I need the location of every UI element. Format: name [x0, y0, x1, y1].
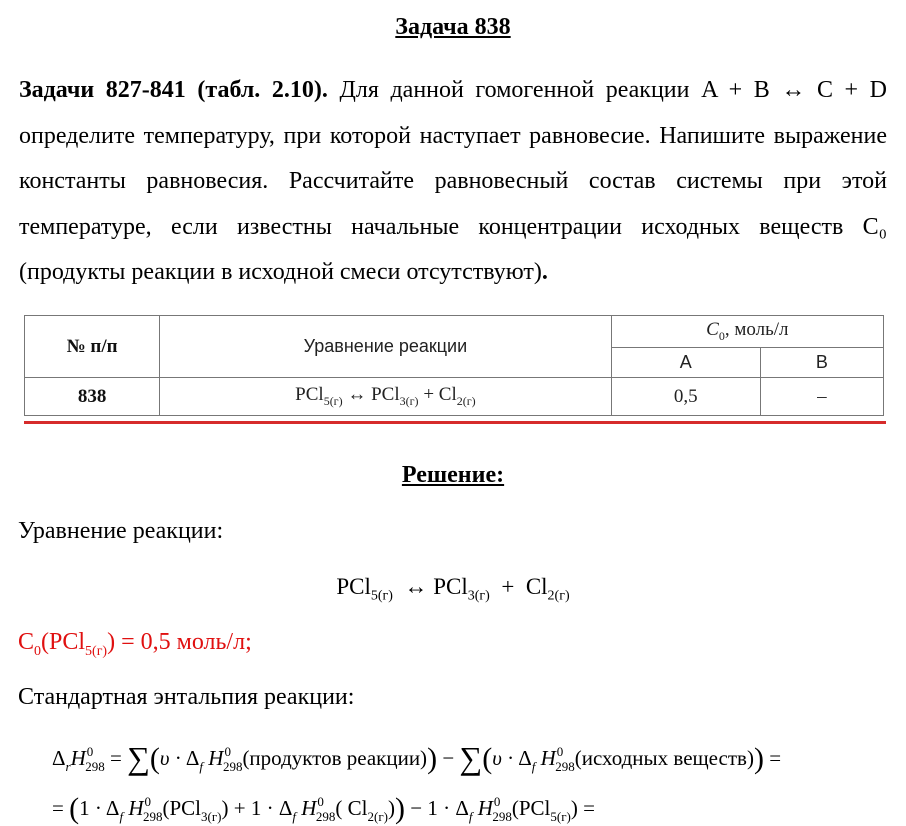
eq-plus: +: [418, 384, 439, 406]
reaction-pcl5: PCl: [336, 574, 371, 599]
table-header-num: [25, 316, 160, 378]
c0-symbol: C: [706, 319, 719, 341]
reaction-pcl5-sub: 5(г): [370, 588, 393, 604]
c0-c: C: [18, 629, 35, 655]
c0-pcl-sub: 5(г): [85, 643, 108, 659]
eq-pcl3-sub: 3(г): [399, 393, 419, 408]
c0-pcl: (PCl: [41, 629, 86, 655]
formula-reactants: (исходных веществ): [574, 746, 754, 770]
c0-zero: 0: [34, 643, 42, 659]
c0-value: ) = 0,5 моль/л;: [107, 629, 252, 655]
eq-pcl5-sub: 5(г): [323, 393, 343, 408]
enthalpy-formula-line2: = ($1 \cdot \Delta_f$ $H^0_{298}(PCl_{3(г)}) + 1 \cdot \Delta_f$ $H^0_{298}$( $Cl_{2(г)})) - 1 \cdot \Delta_f$ $H^0_{298}(PCl_{5(г)})$ =: [52, 792, 595, 825]
task-statement: [19, 68, 887, 296]
reaction-table: [24, 315, 884, 416]
formula-pcl5-sub: 5(г): [550, 809, 571, 824]
solution-title: Решение:: [401, 462, 505, 488]
reaction-pcl3: PCl: [433, 574, 468, 599]
c0-subscript: 0: [718, 328, 725, 343]
row-num: 838: [25, 378, 160, 416]
reaction-arrow: ↔: [392, 574, 434, 599]
red-divider: [24, 421, 886, 424]
task-statement-bold: Задачи 827-841 (табл. 2.10).: [19, 77, 328, 103]
formula-pcl3-sub: 3(г): [201, 809, 222, 824]
task-title: Задача 838: [395, 14, 511, 40]
formula-cl2-sub: 2(г): [367, 809, 388, 824]
reaction-label: Уравнение реакции:: [18, 518, 224, 544]
initial-concentration: [18, 629, 252, 660]
task-statement-end: .: [541, 259, 548, 285]
eq-cl2-sub: 2(г): [456, 393, 476, 408]
task-statement-text: Для данной гомогенной реакции A + B ↔ C + D определите температуру, при которой наступает равновесие. Напишите выражение константы равновесия. Рассчитайте равновесный состав системы при этой температуре, если известны начальные концентрации исходных веществ C₀ (продукты реакции в исходной смеси отсутствуют): [19, 77, 888, 285]
eq-pcl5: PCl: [295, 384, 324, 406]
eq-pcl3: PCl: [371, 384, 400, 406]
formula-pcl3: (PCl: [162, 796, 201, 820]
reaction-cl2-sub: 2(г): [547, 588, 570, 604]
eq-cl2: Cl: [438, 384, 457, 406]
formula-cl2: ( Cl: [335, 796, 368, 820]
row-equation: [160, 378, 612, 416]
table-header-a: А: [611, 348, 760, 378]
table-header-num-label: № п/п: [66, 335, 118, 357]
table-header-b: В: [760, 348, 883, 378]
formula-pcl5: (PCl: [511, 796, 551, 820]
reaction-plus: +: [489, 574, 526, 599]
reaction-equation: [0, 574, 906, 605]
enthalpy-formula-line1: $\Delta_rH^0_{298} = \sum(\upsilon \cdot \Delta_f$ $H^0_{298}(продуктов$ реакции)) − $\sum(\upsilon \cdot \Delta_f$ $H^0_{298}(исходных$ веществ)) =: [52, 740, 782, 776]
c0-unit: , моль/л: [724, 319, 789, 341]
enthalpy-label: Стандартная энтальпия реакции:: [18, 684, 355, 710]
table-row: [25, 378, 884, 416]
table-header-equation: [160, 316, 612, 378]
reaction-pcl3-sub: 3(г): [467, 588, 490, 604]
table-header-c0: [611, 316, 883, 348]
row-b: –: [760, 378, 883, 416]
eq-arrow: ↔: [342, 384, 372, 406]
table-header-equation-label: Уравнение реакции: [303, 336, 468, 356]
reaction-cl2: Cl: [525, 574, 548, 599]
formula-products: (продуктов реакции): [242, 746, 428, 770]
row-a: 0,5: [611, 378, 760, 416]
